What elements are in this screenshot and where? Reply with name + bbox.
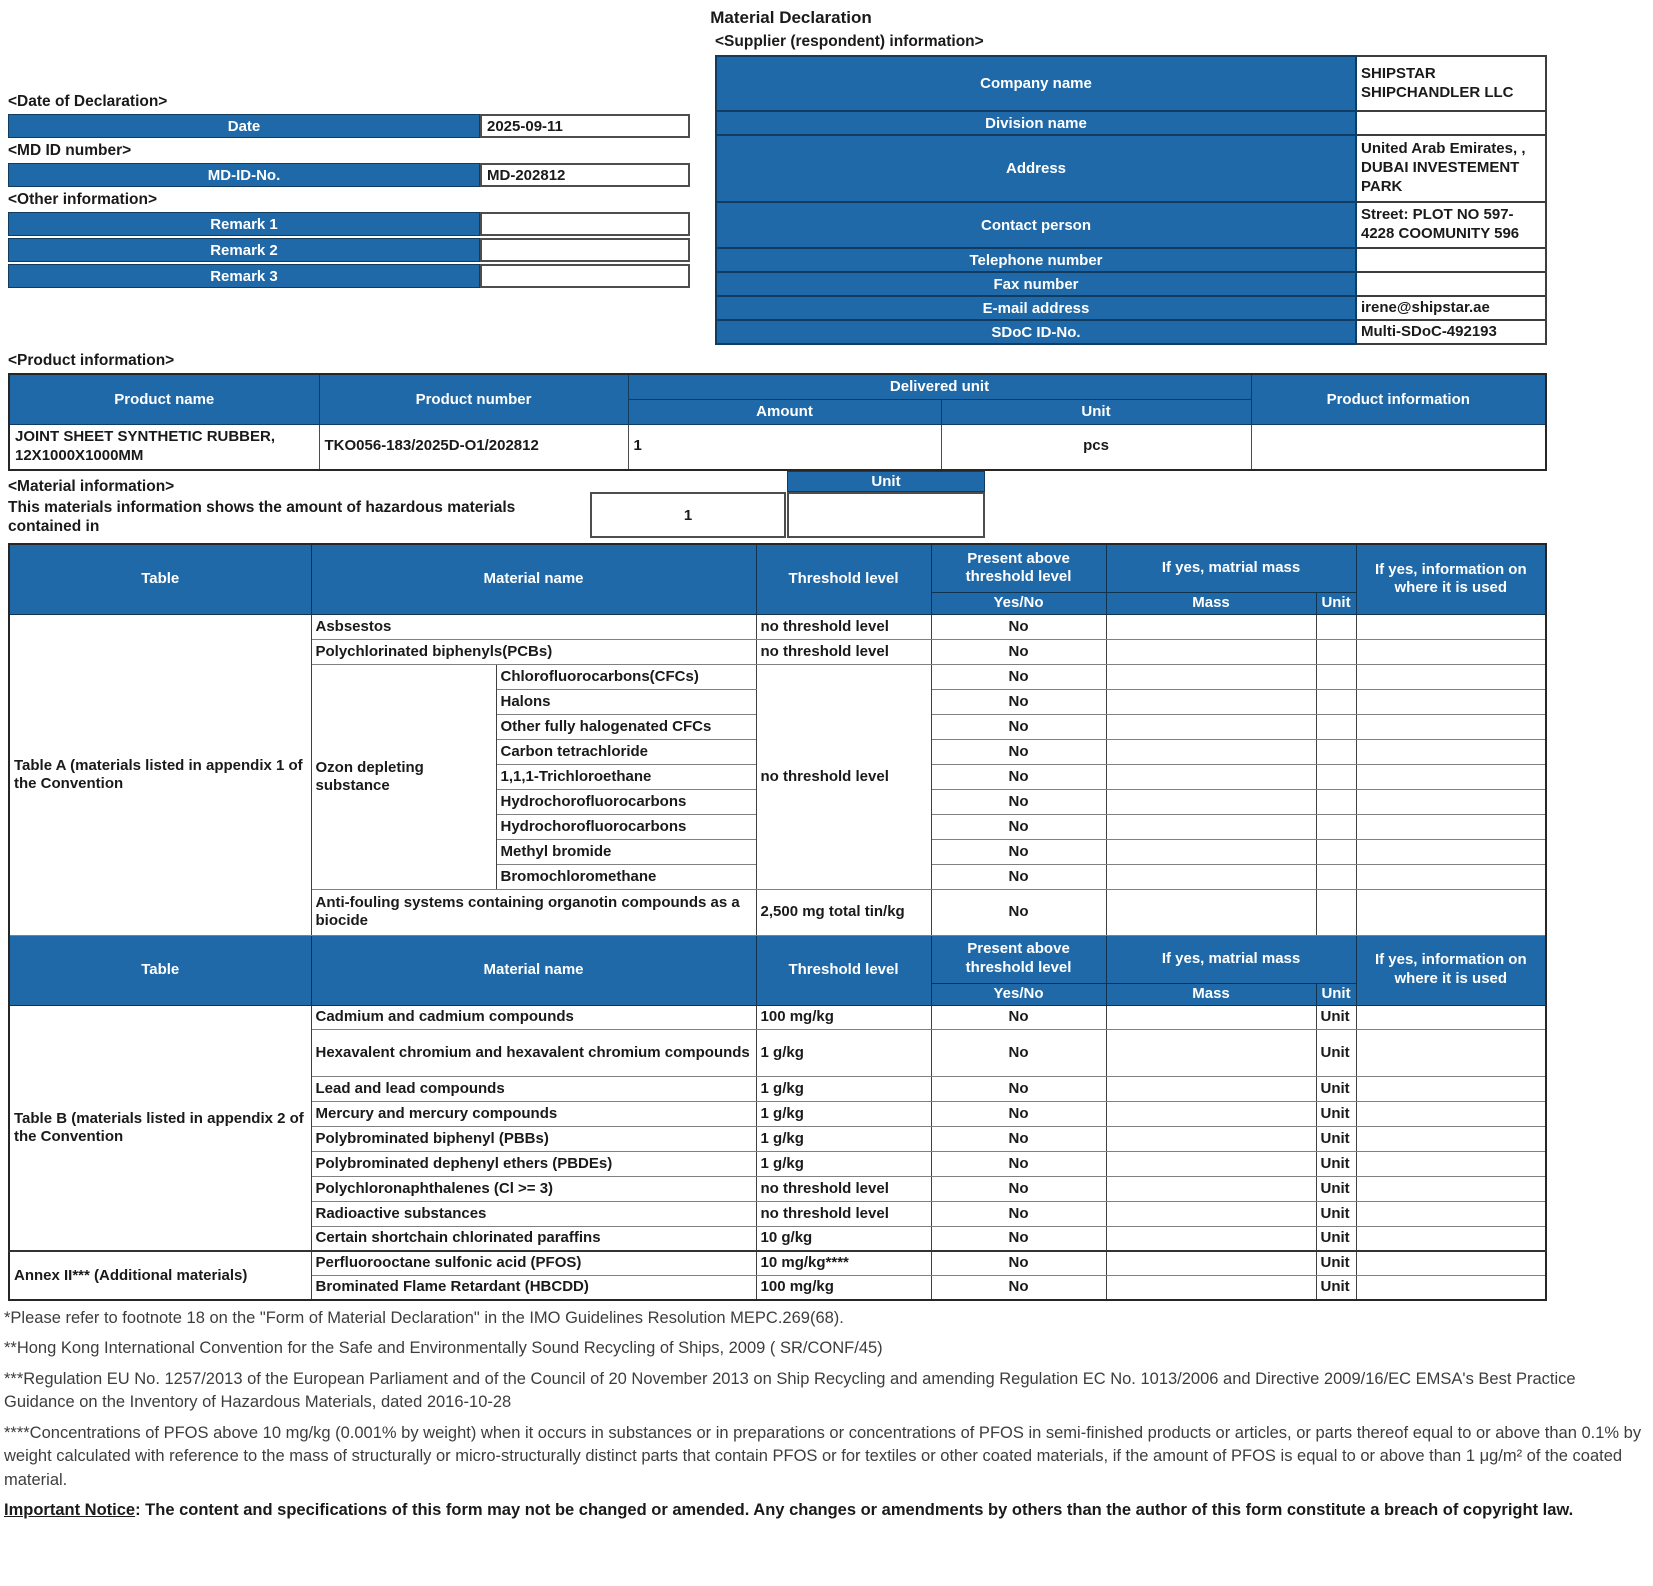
material-name-cell: Halons <box>496 689 756 714</box>
info-cell <box>1356 889 1546 935</box>
unit-cell: Unit <box>1316 1076 1356 1101</box>
other-info-section-heading: <Other information> <box>8 191 157 208</box>
md-id-label: MD-ID-No. <box>8 163 480 187</box>
date-label: Date <box>8 114 480 138</box>
footnote-2: **Hong Kong International Convention for the Safe and Environmentally Sound Recycling of Ships, 2009 ( SR/CONF/45) <box>4 1339 883 1358</box>
material-name-cell: Radioactive substances <box>311 1201 756 1226</box>
remark-row <box>8 264 690 288</box>
unit-cell <box>1316 639 1356 664</box>
supplier-label: Telephone number <box>716 248 1356 272</box>
mass-cell <box>1106 639 1316 664</box>
mass-cell <box>1106 1126 1316 1151</box>
date-section-heading: <Date of Declaration> <box>8 93 168 110</box>
yesno-cell: No <box>931 1029 1106 1076</box>
supplier-label: Company name <box>716 56 1356 111</box>
unit-cell: Unit <box>1316 1201 1356 1226</box>
yesno-cell: No <box>931 1076 1106 1101</box>
remark-row <box>8 212 690 236</box>
unit-cell: Unit <box>1316 1126 1356 1151</box>
unit-cell <box>1316 889 1356 935</box>
material-name-cell: Hydrochorofluorocarbons <box>496 814 756 839</box>
supplier-row <box>716 248 1546 272</box>
important-notice-text: : The content and specifications of this form may not be changed or amended. Any changes or amendments by others than the author of this form constitute a breach of copyright law. <box>135 1500 1574 1519</box>
date-value: 2025-09-11 <box>480 114 690 138</box>
material-name-cell: Cadmium and cadmium compounds <box>311 1005 756 1029</box>
info-col-header: If yes, information on where it is used <box>1356 935 1546 1005</box>
product-name-value: JOINT SHEET SYNTHETIC RUBBER, 12X1000X1000MM <box>9 424 319 470</box>
yesno-cell: No <box>931 639 1106 664</box>
product-number-value: TKO056-183/2025D-O1/202812 <box>319 424 628 470</box>
yesno-cell: No <box>931 864 1106 889</box>
supplier-row <box>716 272 1546 296</box>
threshold-cell: 2,500 mg total tin/kg <box>756 889 931 935</box>
important-notice-label: Important Notice <box>4 1500 136 1519</box>
threshold-cell: no threshold level <box>756 1176 931 1201</box>
remark-label: Remark 3 <box>8 264 480 288</box>
mass-cell <box>1106 1275 1316 1300</box>
yesno-cell: No <box>931 839 1106 864</box>
threshold-cell: 10 mg/kg**** <box>756 1251 931 1275</box>
mass-cell <box>1106 714 1316 739</box>
mass-cell <box>1106 889 1316 935</box>
unit-cell: Unit <box>1316 1226 1356 1251</box>
yesno-cell: No <box>931 1005 1106 1029</box>
table-b-label: Table B (materials listed in appendix 2 of the Convention <box>9 1005 311 1251</box>
unit-cell: Unit <box>1316 1029 1356 1076</box>
delivered-unit-header: Delivered unit <box>628 374 1251 399</box>
threshold-cell: no threshold level <box>756 1201 931 1226</box>
mass-cell <box>1106 1151 1316 1176</box>
mass-cell <box>1106 1029 1316 1076</box>
unit-cell <box>1316 664 1356 689</box>
supplier-row <box>716 56 1546 111</box>
info-cell <box>1356 1201 1546 1226</box>
yesno-col-header: Yes/No <box>931 592 1106 614</box>
mass-cell <box>1106 839 1316 864</box>
unit-header: Unit <box>941 399 1251 424</box>
material-name-cell: Perfluorooctane sulfonic acid (PFOS) <box>311 1251 756 1275</box>
supplier-label: SDoC ID-No. <box>716 320 1356 344</box>
material-name-cell: Other fully halogenated CFCs <box>496 714 756 739</box>
supplier-row <box>716 135 1546 202</box>
material-name-cell: Hexavalent chromium and hexavalent chromium compounds <box>311 1029 756 1076</box>
material-name-cell: Polybrominated biphenyl (PBBs) <box>311 1126 756 1151</box>
material-name-cell: Hydrochorofluorocarbons <box>496 789 756 814</box>
supplier-label: E-mail address <box>716 296 1356 320</box>
yesno-cell: No <box>931 689 1106 714</box>
remark-value <box>480 212 690 236</box>
info-cell <box>1356 814 1546 839</box>
table-col-header: Table <box>9 544 311 614</box>
yesno-cell: No <box>931 889 1106 935</box>
mass-cell <box>1106 1005 1316 1029</box>
material-name-cell: Polychlorinated biphenyls(PCBs) <box>311 639 756 664</box>
mass-col-header: Mass <box>1106 983 1316 1005</box>
yesno-cell: No <box>931 1151 1106 1176</box>
yesno-cell: No <box>931 1126 1106 1151</box>
supplier-label: Division name <box>716 111 1356 135</box>
material-name-cell: Anti-fouling systems containing organotin compounds as a biocide <box>311 889 756 935</box>
supplier-label: Contact person <box>716 202 1356 248</box>
info-cell <box>1356 1251 1546 1275</box>
yesno-cell: No <box>931 1226 1106 1251</box>
unit-cell <box>1316 864 1356 889</box>
unit-cell: Unit <box>1316 1275 1356 1300</box>
mass-cell <box>1106 1251 1316 1275</box>
yesno-cell: No <box>931 1176 1106 1201</box>
mass-cell <box>1106 1076 1316 1101</box>
supplier-value: irene@shipstar.ae <box>1356 296 1546 320</box>
amount-header: Amount <box>628 399 941 424</box>
supplier-value <box>1356 272 1546 296</box>
info-cell <box>1356 1076 1546 1101</box>
material-name-cell: Lead and lead compounds <box>311 1076 756 1101</box>
unit-cell <box>1316 739 1356 764</box>
supplier-row <box>716 320 1546 344</box>
unit-col-header: Unit <box>1316 592 1356 614</box>
info-cell <box>1356 1275 1546 1300</box>
info-cell <box>1356 1126 1546 1151</box>
present-col-header: Present above threshold level <box>931 544 1106 592</box>
unit-cell <box>1316 614 1356 639</box>
supplier-value: Street: PLOT NO 597-4228 COOMUNITY 596 <box>1356 202 1546 248</box>
supplier-row <box>716 202 1546 248</box>
footnotes-section <box>4 1307 1645 1522</box>
important-notice <box>4 1499 1645 1522</box>
remark-label: Remark 2 <box>8 238 480 262</box>
supplier-label: Fax number <box>716 272 1356 296</box>
yesno-cell: No <box>931 764 1106 789</box>
info-cell <box>1356 639 1546 664</box>
remark-value <box>480 238 690 262</box>
remark-label: Remark 1 <box>8 212 480 236</box>
unit-cell <box>1316 764 1356 789</box>
material-name-cell: Mercury and mercury compounds <box>311 1101 756 1126</box>
mass-group-header: If yes, matrial mass <box>1106 935 1356 983</box>
threshold-cell: no threshold level <box>756 639 931 664</box>
top-region <box>0 0 1653 352</box>
info-cell <box>1356 864 1546 889</box>
supplier-table <box>715 55 1547 345</box>
yesno-cell: No <box>931 614 1106 639</box>
threshold-col-header: Threshold level <box>756 935 931 1005</box>
material-info-amount: 1 <box>590 492 786 538</box>
info-cell <box>1356 1226 1546 1251</box>
remarks-block <box>8 212 690 290</box>
supplier-value <box>1356 248 1546 272</box>
mass-cell <box>1106 764 1316 789</box>
material-info-unit-value <box>787 492 985 538</box>
mass-cell <box>1106 1226 1316 1251</box>
info-cell <box>1356 839 1546 864</box>
product-table <box>8 373 1547 471</box>
info-cell <box>1356 739 1546 764</box>
product-name-header: Product name <box>9 374 319 424</box>
material-name-cell: 1,1,1-Trichloroethane <box>496 764 756 789</box>
yesno-col-header: Yes/No <box>931 983 1106 1005</box>
material-name-cell: Polybrominated dephenyl ethers (PBDEs) <box>311 1151 756 1176</box>
product-number-header: Product number <box>319 374 628 424</box>
yesno-cell: No <box>931 1251 1106 1275</box>
supplier-row <box>716 111 1546 135</box>
footnote-4: ****Concentrations of PFOS above 10 mg/kg (0.001% by weight) when it occurs in substances or in preparations or concentrations of PFOS in semi-finished products or articles, or parts thereof equal to or above than 0.1% by weight calculated with reference to the mass of structurally or micro-structurally distinct parts that contain PFOS or for textiles or other coated materials, if the amount of PFOS is equal to or above than 1 μg/m² of the coated material. <box>4 1423 1642 1489</box>
md-id-value: MD-202812 <box>480 163 690 187</box>
date-row <box>8 114 690 138</box>
material-name-col-header: Material name <box>311 544 756 614</box>
info-cell <box>1356 1005 1546 1029</box>
yesno-cell: No <box>931 789 1106 814</box>
amount-value: 1 <box>628 424 941 470</box>
mass-cell <box>1106 1176 1316 1201</box>
unit-cell: Unit <box>1316 1151 1356 1176</box>
threshold-cell: 10 g/kg <box>756 1226 931 1251</box>
material-info-unit-header: Unit <box>787 471 985 492</box>
unit-cell <box>1316 689 1356 714</box>
supplier-value: United Arab Emirates, , DUBAI INVESTEMENT PARK <box>1356 135 1546 202</box>
material-name-cell: Brominated Flame Retardant (HBCDD) <box>311 1275 756 1300</box>
remark-row <box>8 238 690 262</box>
material-header-row <box>9 544 1546 592</box>
info-cell <box>1356 1151 1546 1176</box>
footnote-3: ***Regulation EU No. 1257/2013 of the European Parliament and of the Council of 20 November 2013 on Ship Recycling and amending Regulation EC No. 1013/2006 and Directive 2009/16/EC EMSA's Best Practice Guidance on the Inventory of Hazardous Materials, dated 2016-10-28 <box>4 1369 1576 1412</box>
threshold-col-header: Threshold level <box>756 544 931 614</box>
info-cell <box>1356 714 1546 739</box>
threshold-cell: 1 g/kg <box>756 1029 931 1076</box>
threshold-cell: no threshold level <box>756 664 931 889</box>
supplier-value: Multi-SDoC-492193 <box>1356 320 1546 344</box>
mass-cell <box>1106 664 1316 689</box>
product-header-row <box>9 374 1546 399</box>
footnote-1: *Please refer to footnote 18 on the "Form of Material Declaration" in the IMO Guidelines Resolution MEPC.269(68). <box>4 1309 844 1327</box>
material-table <box>8 543 1547 1301</box>
threshold-cell: 1 g/kg <box>756 1151 931 1176</box>
material-header-row <box>9 935 1546 983</box>
md-id-row <box>8 163 690 187</box>
mass-group-header: If yes, matrial mass <box>1106 544 1356 592</box>
unit-cell <box>1316 714 1356 739</box>
supplier-label: Address <box>716 135 1356 202</box>
yesno-cell: No <box>931 664 1106 689</box>
threshold-cell: 100 mg/kg <box>756 1275 931 1300</box>
yesno-cell: No <box>931 814 1106 839</box>
unit-value: pcs <box>941 424 1251 470</box>
material-name-cell: Methyl bromide <box>496 839 756 864</box>
info-col-header: If yes, information on where it is used <box>1356 544 1546 614</box>
info-cell <box>1356 1101 1546 1126</box>
mass-cell <box>1106 814 1316 839</box>
info-cell <box>1356 689 1546 714</box>
material-name-cell: Carbon tetrachloride <box>496 739 756 764</box>
mass-cell <box>1106 614 1316 639</box>
annex-label: Annex II*** (Additional materials) <box>9 1251 311 1300</box>
threshold-cell: 1 g/kg <box>756 1126 931 1151</box>
table-row <box>9 1005 1546 1029</box>
page-title: Material Declaration <box>710 8 872 27</box>
product-section <box>8 352 1653 471</box>
supplier-section-heading: <Supplier (respondent) information> <box>715 33 984 50</box>
info-cell <box>1356 614 1546 639</box>
product-information-header: Product information <box>1251 374 1546 424</box>
unit-cell: Unit <box>1316 1005 1356 1029</box>
info-cell <box>1356 1176 1546 1201</box>
product-information-value <box>1251 424 1546 470</box>
table-col-header: Table <box>9 935 311 1005</box>
table-row <box>9 1251 1546 1275</box>
material-info-section <box>8 471 1653 543</box>
mass-cell <box>1106 1101 1316 1126</box>
threshold-cell: no threshold level <box>756 614 931 639</box>
yesno-cell: No <box>931 714 1106 739</box>
material-name-cell: Certain shortchain chlorinated paraffins <box>311 1226 756 1251</box>
yesno-cell: No <box>931 739 1106 764</box>
material-name-cell: Bromochloromethane <box>496 864 756 889</box>
unit-cell <box>1316 814 1356 839</box>
ozon-group-label: Ozon depleting substance <box>311 664 496 889</box>
yesno-cell: No <box>931 1275 1106 1300</box>
material-name-col-header: Material name <box>311 935 756 1005</box>
info-cell <box>1356 764 1546 789</box>
mass-cell <box>1106 739 1316 764</box>
threshold-cell: 1 g/kg <box>756 1101 931 1126</box>
product-section-heading: <Product information> <box>8 352 175 369</box>
mass-cell <box>1106 864 1316 889</box>
yesno-cell: No <box>931 1101 1106 1126</box>
unit-col-header: Unit <box>1316 983 1356 1005</box>
threshold-cell: 100 mg/kg <box>756 1005 931 1029</box>
supplier-value <box>1356 111 1546 135</box>
threshold-cell: 1 g/kg <box>756 1076 931 1101</box>
info-cell <box>1356 789 1546 814</box>
mass-cell <box>1106 1201 1316 1226</box>
material-name-cell: Asbsestos <box>311 614 756 639</box>
material-name-cell: Chlorofluorocarbons(CFCs) <box>496 664 756 689</box>
mass-cell <box>1106 789 1316 814</box>
remark-value <box>480 264 690 288</box>
mass-cell <box>1106 689 1316 714</box>
product-data-row <box>9 424 1546 470</box>
material-info-note: This materials information shows the amount of hazardous materials contained in <box>8 499 516 536</box>
material-name-cell: Polychloronaphthalenes (Cl >= 3) <box>311 1176 756 1201</box>
unit-cell: Unit <box>1316 1176 1356 1201</box>
supplier-value: SHIPSTAR SHIPCHANDLER LLC <box>1356 56 1546 111</box>
unit-cell: Unit <box>1316 1101 1356 1126</box>
unit-cell <box>1316 839 1356 864</box>
mass-col-header: Mass <box>1106 592 1316 614</box>
info-cell <box>1356 1029 1546 1076</box>
material-section-heading: <Material information> <box>8 478 175 495</box>
unit-cell: Unit <box>1316 1251 1356 1275</box>
supplier-row <box>716 296 1546 320</box>
table-row <box>9 614 1546 639</box>
table-a-label: Table A (materials listed in appendix 1 of the Convention <box>9 614 311 935</box>
present-col-header: Present above threshold level <box>931 935 1106 983</box>
yesno-cell: No <box>931 1201 1106 1226</box>
md-id-section-heading: <MD ID number> <box>8 142 132 159</box>
info-cell <box>1356 664 1546 689</box>
unit-cell <box>1316 789 1356 814</box>
